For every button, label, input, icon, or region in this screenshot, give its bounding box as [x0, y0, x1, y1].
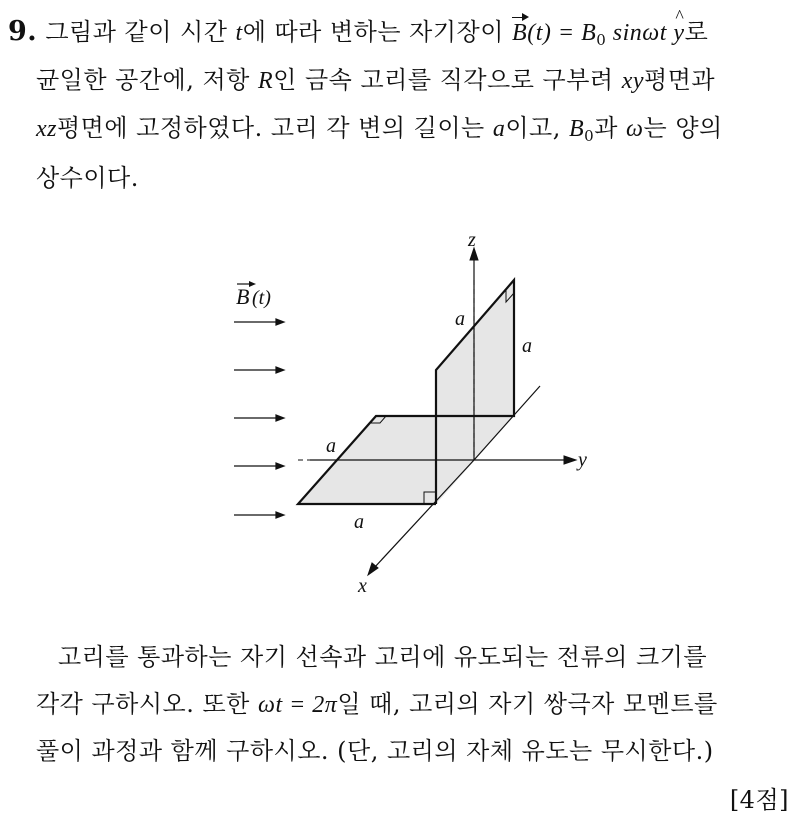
loop-figure: [0, 210, 803, 630]
text-segment: 그림과 같이 시간: [45, 18, 236, 46]
field-arrow-head: [276, 415, 284, 421]
axis-label-z: z: [468, 229, 476, 251]
math-field-eq: (t) = B: [527, 20, 597, 46]
math-t: t: [235, 20, 243, 46]
subscript-0: 0: [584, 127, 595, 145]
text-segment: 인 금속 고리를 직각으로 구부려: [273, 66, 622, 94]
math-B0: B: [569, 116, 585, 142]
text-segment: 균일한 공간에, 저항: [36, 66, 258, 94]
problem-line-3: [36, 108, 723, 145]
text-segment: 는 양의: [643, 114, 723, 142]
math-a: a: [492, 116, 506, 142]
math-xz: xz: [36, 116, 57, 142]
unit-vector-y: ^ y: [673, 20, 684, 47]
math-R: R: [258, 68, 274, 94]
side-label-left: a: [326, 435, 336, 457]
text-segment: 이고,: [505, 114, 569, 142]
field-arrow-head: [276, 463, 284, 469]
field-arrow-head: [276, 512, 284, 518]
math-omega-t-eq: ωt = 2π: [258, 692, 338, 718]
question-line-1: 고리를 통과하는 자기 선속과 고리에 유도되는 전류의 크기를: [58, 643, 708, 671]
field-arrow-head: [276, 319, 284, 325]
problem-line-2: [36, 60, 715, 95]
points-label: [4점]: [729, 786, 789, 814]
field-label-B: B: [236, 284, 250, 309]
text-segment: 각각 구하시오. 또한: [36, 690, 258, 718]
field-label-t: (t): [252, 287, 271, 309]
text-segment: 로: [684, 18, 709, 46]
text-segment: 과: [594, 114, 627, 142]
field-arrow-head: [276, 367, 284, 373]
xz-plane-shade: [436, 280, 514, 504]
question-number: 9.: [8, 16, 38, 47]
math-xy: xy: [621, 68, 645, 94]
math-sin: sinωt: [606, 20, 674, 46]
subscript-0: 0: [596, 31, 607, 49]
question-line-3: 풀이 과정과 함께 구하시오. (단, 고리의 자체 유도는 무시한다.): [36, 737, 714, 765]
question-line-2: [36, 684, 718, 719]
text-segment: 에 따라 변하는 자기장이: [242, 18, 513, 46]
axis-label-y: y: [578, 449, 587, 471]
axis-label-x: x: [358, 575, 367, 597]
math-omega: ω: [626, 116, 644, 142]
y-axis-head: [564, 456, 576, 464]
text-segment: 일 때, 고리의 자기 쌍극자 모멘트를: [337, 690, 718, 718]
text-segment: 평면에 고정하였다. 고리 각 변의 길이는: [57, 114, 493, 142]
vector-B: B: [512, 20, 528, 46]
side-label-bottom: a: [354, 511, 364, 533]
side-label-right: a: [522, 335, 532, 357]
side-label-top: a: [455, 308, 465, 330]
text-segment: 평면과: [644, 66, 716, 94]
problem-line-4: 상수이다.: [36, 164, 139, 192]
problem-line-1: [8, 12, 708, 49]
